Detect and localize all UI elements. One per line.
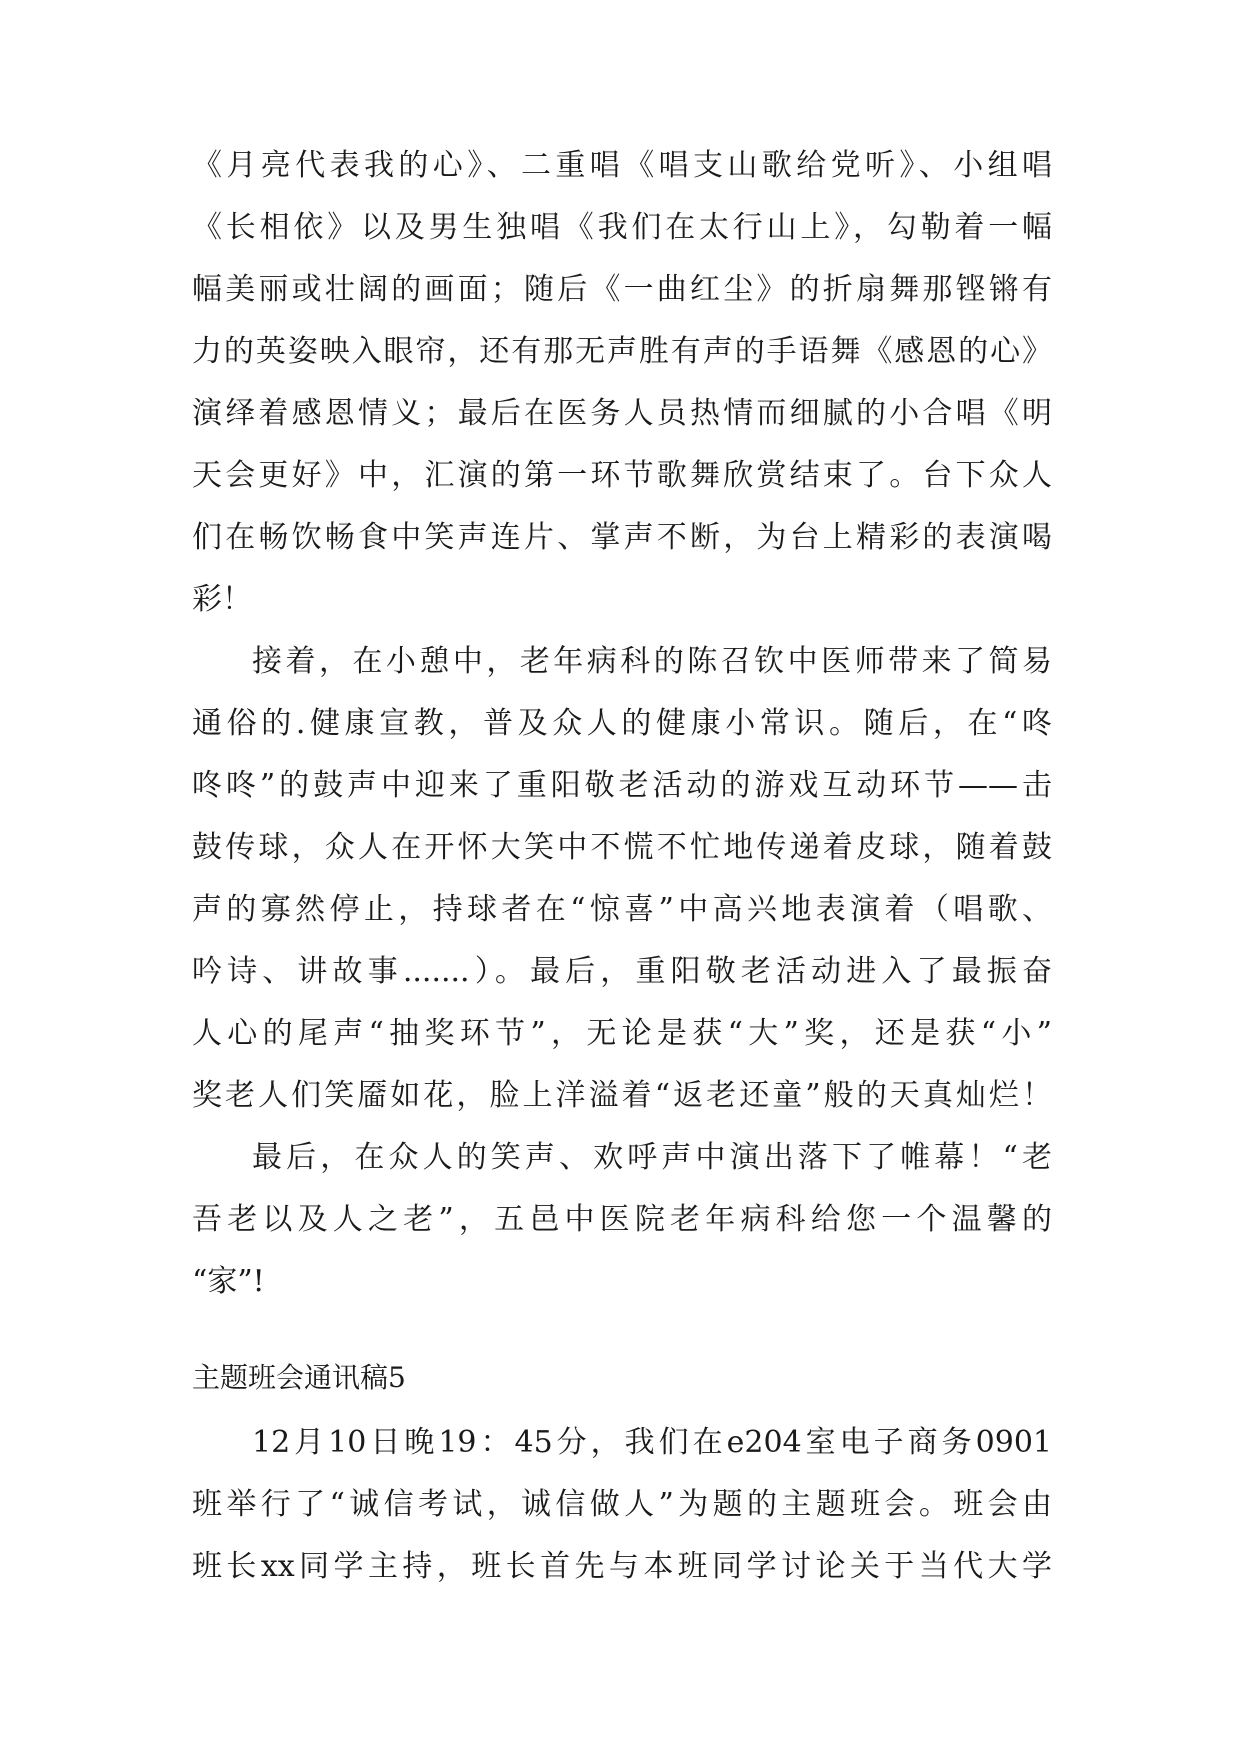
text-line: 天会更好》中，汇演的第一环节歌舞欣赏结束了。台下众人 xyxy=(192,458,1052,493)
text-line: 《长相依》以及男生独唱《我们在太行山上》，勾勒着一幅 xyxy=(192,210,1052,245)
text-line: 人心的尾声“抽奖环节”，无论是获“大”奖，还是获“小” xyxy=(192,1016,1052,1051)
text-line: 们在畅饮畅食中笑声连片、掌声不断，为台上精彩的表演喝 xyxy=(192,520,1052,555)
text-line: 12月10日晚19：45分，我们在e204室电子商务0901 xyxy=(252,1425,1052,1460)
text-line: 幅美丽或壮阔的画面；随后《一曲红尘》的折扇舞那铿锵有 xyxy=(192,272,1052,307)
text-line: 班举行了“诚信考试，诚信做人”为题的主题班会。班会由 xyxy=(192,1487,1052,1522)
text-line: 通俗的.健康宣教，普及众人的健康小常识。随后，在“咚 xyxy=(192,706,1052,741)
text-line: 吾老以及人之老”，五邑中医院老年病科给您一个温馨的 xyxy=(192,1202,1052,1237)
text-line: 奖老人们笑靥如花，脸上洋溢着“返老还童”般的天真灿烂！ xyxy=(192,1078,1052,1113)
text-line: 吟诗、讲故事.......）。最后，重阳敬老活动进入了最振奋 xyxy=(192,954,1052,989)
text-line: 咚咚”的鼓声中迎来了重阳敬老活动的游戏互动环节——击 xyxy=(192,768,1052,803)
text-line: 彩！ xyxy=(192,582,252,617)
text-line: 接着，在小憩中，老年病科的陈召钦中医师带来了简易 xyxy=(252,644,1052,679)
text-line: 鼓传球，众人在开怀大笑中不慌不忙地传递着皮球，随着鼓 xyxy=(192,830,1052,865)
text-line: 最后，在众人的笑声、欢呼声中演出落下了帷幕！“老 xyxy=(252,1140,1052,1175)
text-line: 班长xx同学主持，班长首先与本班同学讨论关于当代大学 xyxy=(192,1549,1052,1584)
text-line: 《月亮代表我的心》、二重唱《唱支山歌给党听》、小组唱 xyxy=(192,148,1052,183)
text-line: “家”! xyxy=(192,1264,265,1299)
section-heading: 主题班会通讯稿5 xyxy=(192,1361,406,1394)
text-line: 声的寡然停止，持球者在“惊喜”中高兴地表演着（唱歌、 xyxy=(192,892,1052,927)
text-line: 力的英姿映入眼帘，还有那无声胜有声的手语舞《感恩的心》 xyxy=(192,334,1052,369)
text-line: 演绎着感恩情义；最后在医务人员热情而细腻的小合唱《明 xyxy=(192,396,1052,431)
